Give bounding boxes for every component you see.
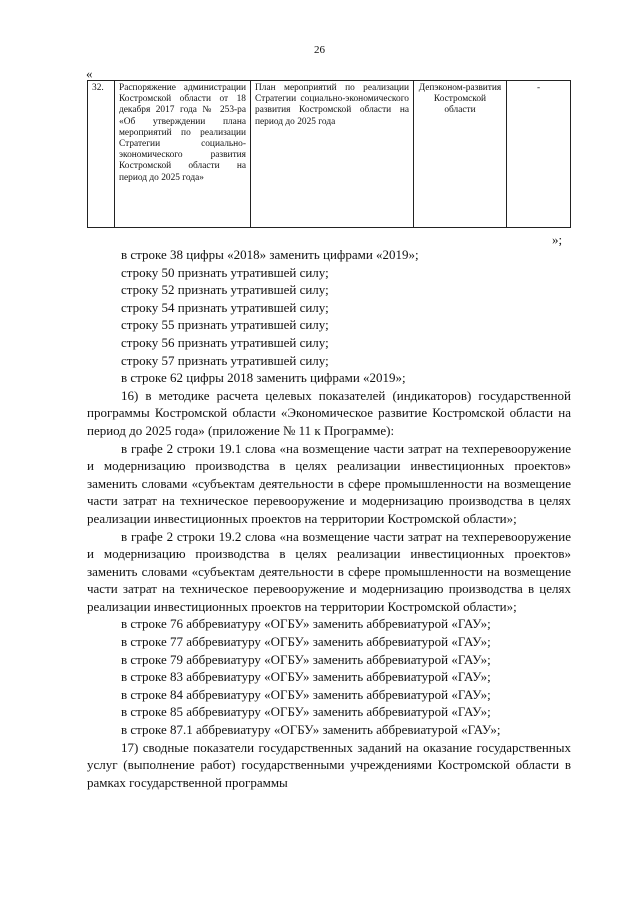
paragraph-row-38: в строке 38 цифры «2018» заменить цифрами «2019»; bbox=[121, 247, 419, 262]
paragraph-row-83: в строке 83 аббревиатуру «ОГБУ» заменить аббревиатурой «ГАУ»; bbox=[121, 669, 491, 685]
paragraph-row-19-2: в графе 2 строки 19.2 слова «на возмещение части затрат на техперевооружение и модернизацию производства в целях реализации инвестиционных проектов» заменить словами «субъектам деятельности в сфере промышленности на возмещение части затрат на техническое перевооружение и модернизацию производства в целях реализации инвестиционных проектов на территории Костромской области»; bbox=[87, 528, 571, 614]
paragraph-row-62: в строке 62 цифры 2018 заменить цифрами «2019»; bbox=[121, 370, 406, 386]
opening-quote-mark: « bbox=[86, 66, 93, 81]
row-number-cell: 32. bbox=[88, 81, 115, 228]
paragraph-row-55: строку 55 признать утратившей силу; bbox=[121, 317, 329, 333]
paragraph-row-54: строку 54 признать утратившей силу; bbox=[121, 299, 329, 315]
page-number: 26 bbox=[314, 44, 325, 56]
paragraph-item-16: 16) в методике расчета целевых показателей (индикаторов) государственной программы Костромской области «Экономическое развитие Костромской области на период до 2025 года» (приложение № 11 к Программе): bbox=[87, 387, 571, 438]
paragraph-item-17: 17) сводные показатели государственных заданий на оказание государственных услуг (выполнение работ) государственными учреждениями Костромской области в рамках государственной программы bbox=[87, 739, 571, 790]
paragraph-row-56: строку 56 признать утратившей силу; bbox=[121, 334, 329, 350]
plan-title-cell: План мероприятий по реализации Стратегии социально-экономического развития Костромской области на период до 2025 года bbox=[251, 81, 414, 228]
paragraph-row-87-1: в строке 87.1 аббревиатуру «ОГБУ» заменить аббревиатурой «ГАУ»; bbox=[121, 722, 501, 738]
paragraph-row-57: строку 57 признать утратившей силу; bbox=[121, 352, 329, 368]
paragraph-row-52: строку 52 признать утратившей силу; bbox=[121, 282, 329, 298]
closing-quote-mark: »; bbox=[552, 232, 563, 247]
extra-cell: - bbox=[507, 81, 571, 228]
table-row bbox=[88, 81, 571, 228]
responsible-cell: Депэконом-развития Костромской области bbox=[414, 81, 507, 228]
paragraph-row-84: в строке 84 аббревиатуру «ОГБУ» заменить аббревиатурой «ГАУ»; bbox=[121, 686, 491, 702]
amendment-table bbox=[87, 80, 571, 228]
paragraph-row-85: в строке 85 аббревиатуру «ОГБУ» заменить аббревиатурой «ГАУ»; bbox=[121, 704, 491, 720]
paragraph-row-77: в строке 77 аббревиатуру «ОГБУ» заменить аббревиатурой «ГАУ»; bbox=[121, 634, 491, 650]
document-body bbox=[87, 246, 571, 791]
document-cell: Распоряжение администрации Костромской области от 18 декабря 2017 года № 253-ра «Об утверждении плана мероприятий по реализации Стратегии социально-экономического развития Костромской области на период до 2025 года» bbox=[115, 81, 251, 228]
paragraph-row-76: в строке 76 аббревиатуру «ОГБУ» заменить аббревиатурой «ГАУ»; bbox=[121, 616, 491, 632]
paragraph-row-79: в строке 79 аббревиатуру «ОГБУ» заменить аббревиатурой «ГАУ»; bbox=[121, 651, 491, 667]
paragraph-row-50: строку 50 признать утратившей силу; bbox=[121, 264, 329, 280]
paragraph-row-19-1: в графе 2 строки 19.1 слова «на возмещение части затрат на техперевооружение и модернизацию производства в целях реализации инвестиционных проектов» заменить словами «субъектам деятельности в сфере промышленности на возмещение части затрат на техническое перевооружение и модернизацию производства в целях реализации инвестиционных проектов на территории Костромской области»; bbox=[87, 440, 571, 526]
